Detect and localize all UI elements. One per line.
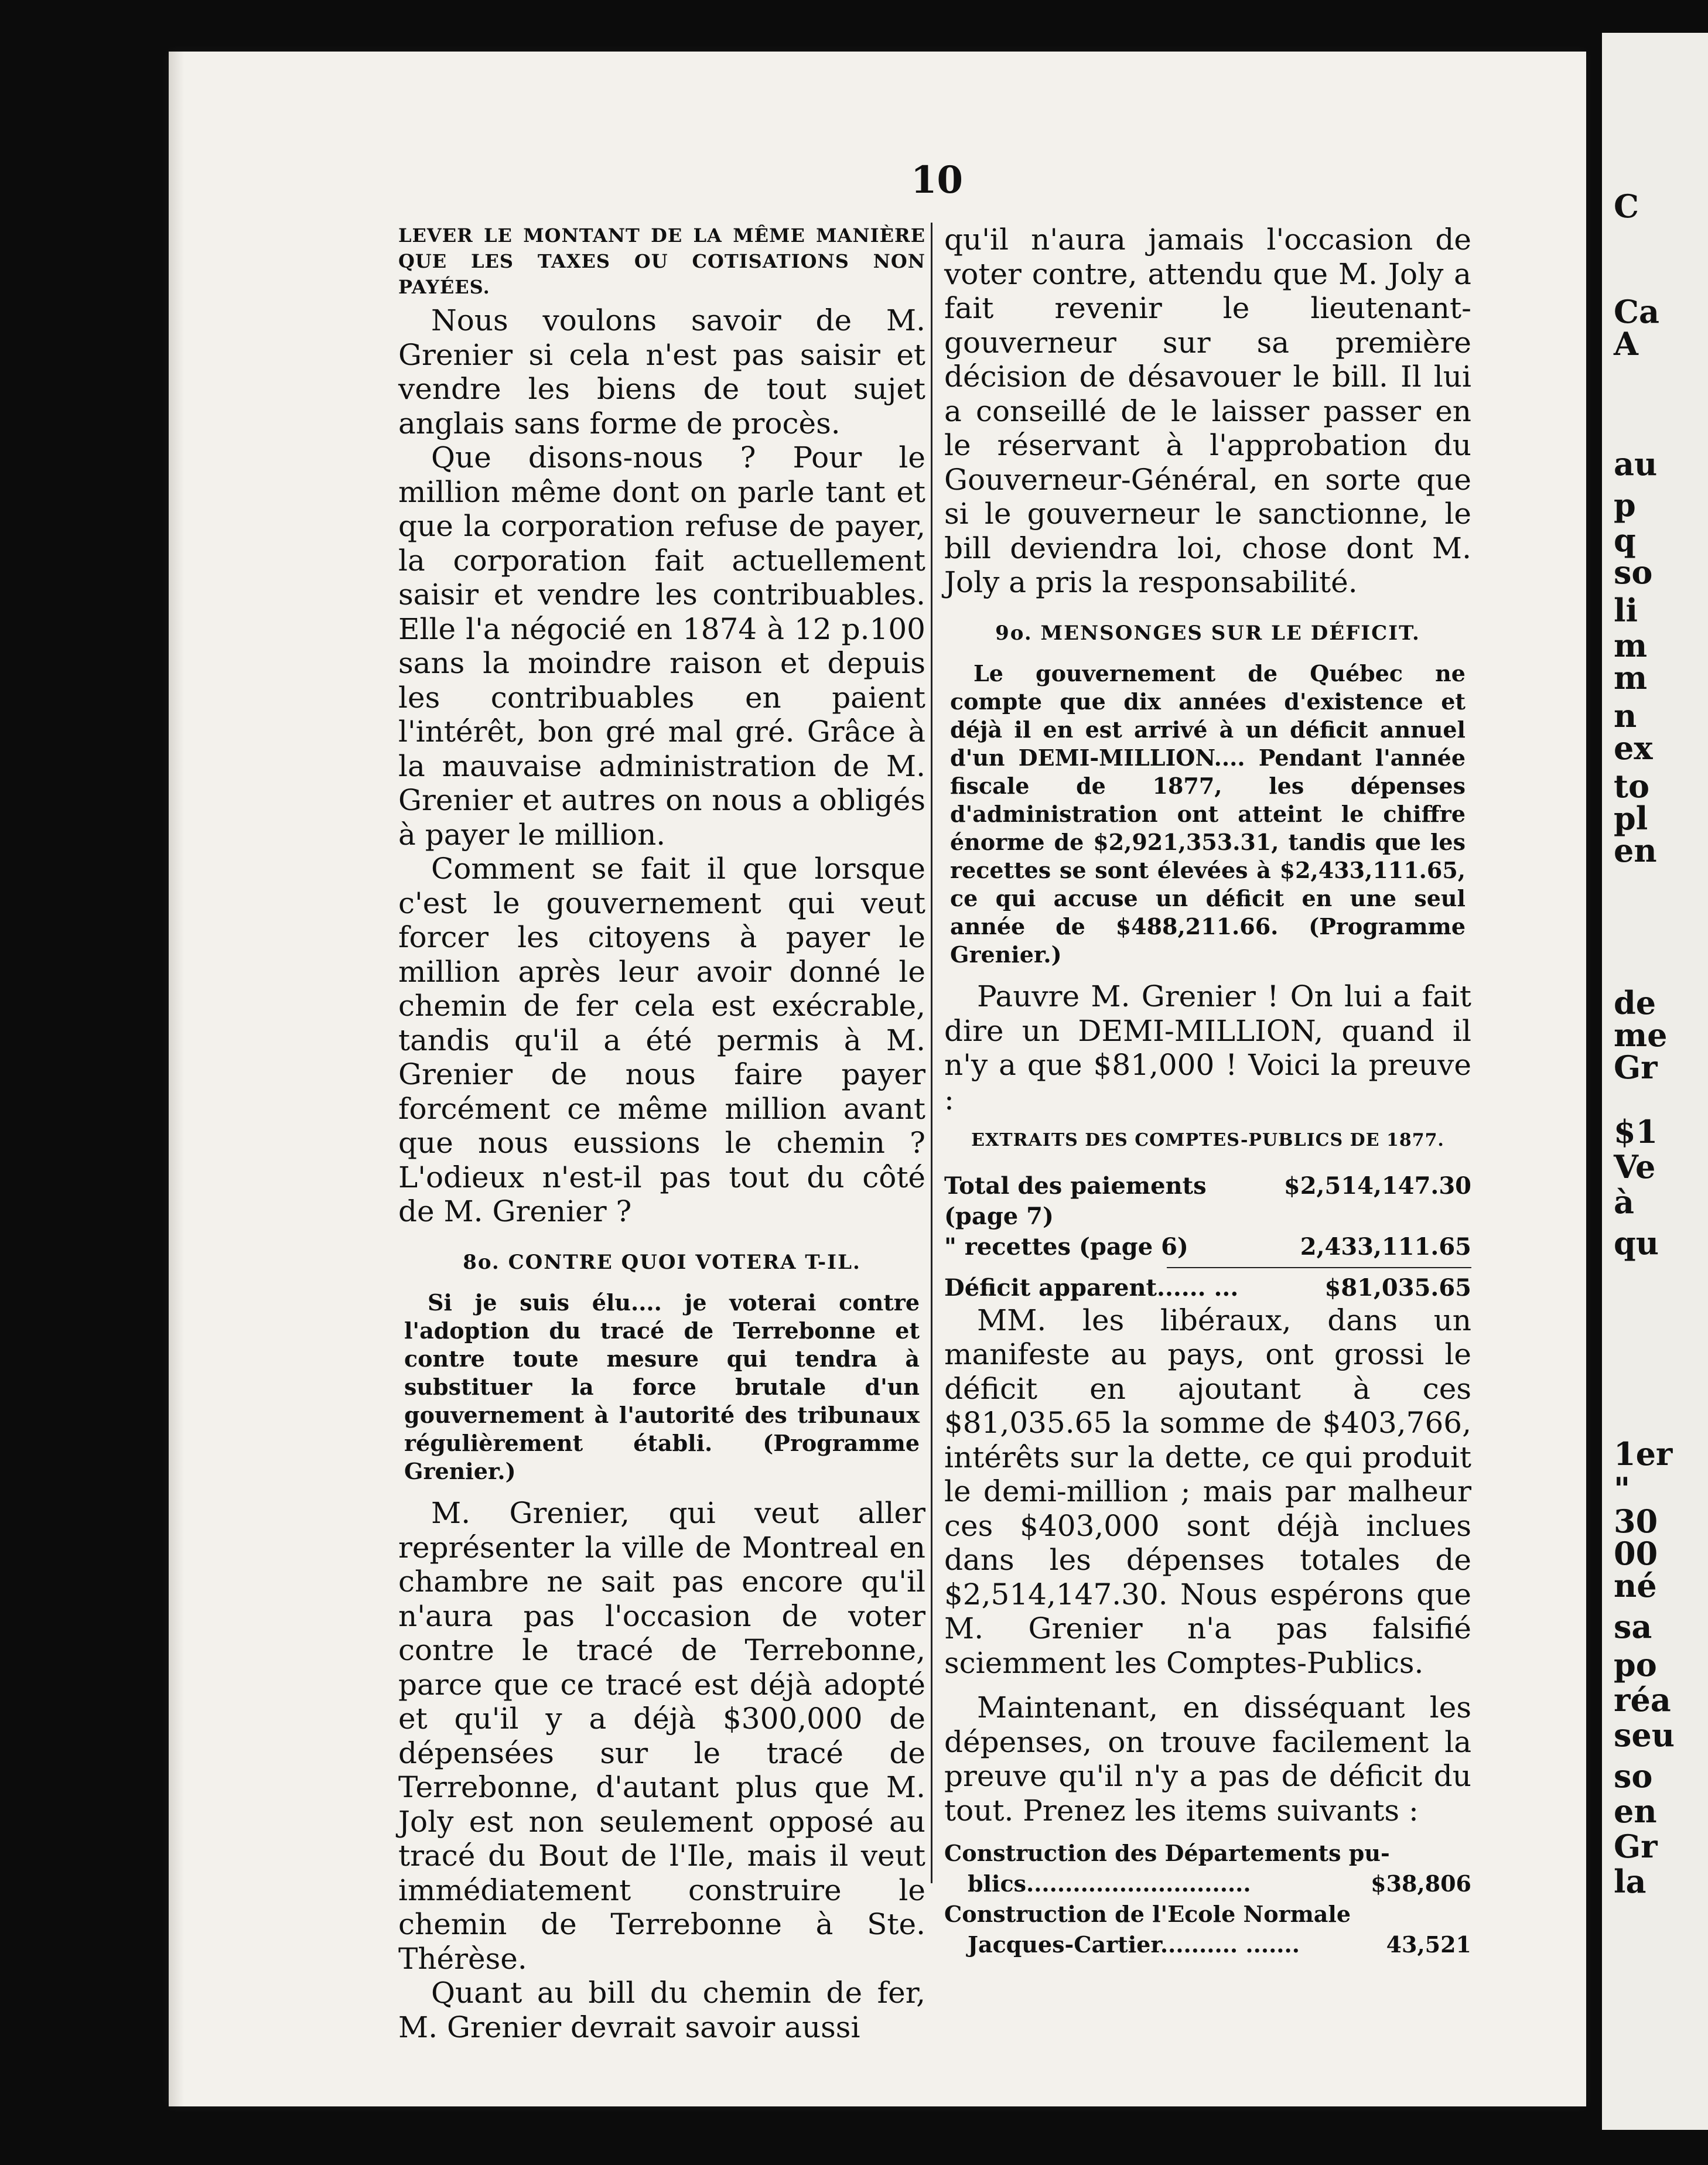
adjacent-page-fragment: $1 [1614, 1113, 1658, 1150]
adjacent-page-fragment: to [1614, 767, 1649, 805]
item-line: Construction de l'Ecole Normale [944, 1901, 1351, 1927]
adjacent-page-fragment: li [1614, 592, 1638, 629]
adjacent-page-fragment: 1er [1614, 1435, 1673, 1473]
paragraph: Nous voulons savoir de M. Grenier si cela n'est pas saisir et vendre les biens de tout sujet anglais sans forme de procès. [398, 303, 925, 440]
adjacent-page-fragment: po [1614, 1646, 1657, 1683]
page-number: 10 [911, 158, 964, 202]
accounts-row [944, 1232, 1471, 1262]
adjacent-page-fragment: réa [1614, 1681, 1671, 1719]
accounts-value: $2,514,147.30 [1283, 1172, 1471, 1200]
adjacent-page-fragment: n [1614, 697, 1637, 735]
adjacent-page-fragment: so [1614, 554, 1653, 591]
item-row [944, 1869, 1471, 1899]
quote: Le gouvernement de Québec ne compte que dix années d'existence et déjà il en est arrivé à un déficit annuel d'un DEMI-MILLION.... Pendant l'année fiscale de 1877, les dépenses d'administration ont atteint le chiffre énorme de $2,921,353.31, tandis que les recettes se sont élevées à $2,433,111.65, ce qui accuse un déficit en une seul année de $488,211.66. (Programme Grenier.) [950, 660, 1466, 968]
paragraph: Comment se fait il que lorsque c'est le gouvernement qui veut forcer les citoyens à payer le million après leur avoir donné le chemin de fer cela est exécrable, tandis qu'il a été permis à M. Grenier de nous faire payer forcément ce même million avant que nous eussions le chemin ? L'odieux n'est-il pas tout du côté de M. Grenier ? [398, 852, 925, 1228]
adjacent-page-fragment: qu [1614, 1224, 1659, 1262]
adjacent-page-fragment: m [1614, 627, 1648, 664]
adjacent-page-fragment: p [1614, 486, 1636, 524]
paragraph: M. Grenier, qui veut aller représenter la ville de Montreal en chambre ne sait pas encore qu'il n'aura pas l'occasion de voter contre le tracé de Terrebonne, parce que ce tracé est déjà adopté et qu'il y a déjà $300,000 de dépensées sur le tracé de Terrebonne, d'autant plus que M. Joly est non seulement opposé au tracé du Bout de l'Ile, mais il veut immédiatement construire le chemin de Terrebonne à Ste. Thérèse. [398, 1496, 925, 1976]
quote: Si je suis élu.... je voterai contre l'adoption du tracé de Terrebonne et contre toute mesure qui tendra à substituer la force brutale d'un gouvernement à l'autorité des tribunaux régulièrement établi. (Programme Grenier.) [404, 1289, 920, 1484]
adjacent-page-fragment: en [1614, 832, 1657, 869]
adjacent-page-fragment: C [1614, 187, 1639, 225]
adjacent-page-strip [1602, 33, 1708, 2130]
item-label: Jacques-Cartier.......... ....... [968, 1931, 1300, 1958]
accounts-value: 2,433,111.65 [1300, 1232, 1471, 1261]
left-column [398, 223, 925, 2044]
adjacent-page-fragment: sa [1614, 1608, 1652, 1645]
paragraph: Que disons-nous ? Pour le million même dont on parle tant et que la corporation refuse de payer, la corporation fait actuellement saisir et vendre les contribuables. Elle l'a négocié en 1874 à 12 p.100 sans la moindre raison et depuis les contribuables en paient l'intérêt, bon gré mal gré. Grâce à la mauvaise administration de M. Grenier et autres on nous a obligés à payer le million. [398, 440, 925, 852]
adjacent-page-fragment: ex [1614, 729, 1653, 767]
adjacent-page-fragment: 00 [1614, 1535, 1658, 1572]
adjacent-page-fragment: seu [1614, 1716, 1675, 1754]
adjacent-page-fragment: Ca [1614, 293, 1659, 330]
section-heading: 8o. CONTRE QUOI VOTERA T-IL. [463, 1250, 861, 1274]
adjacent-page-fragment: Gr [1614, 1049, 1658, 1086]
paragraph: qu'il n'aura jamais l'occasion de voter contre, attendu que M. Joly a fait revenir le lieutenant-gouverneur sur sa première décision de désavouer le bill. Il lui a conseillé de le laisser passer en le réservant à l'approbation du Gouverneur-Général, en sorte que si le gouverneur le sanctionne, le bill deviendra loi, chose dont M. Joly a pris la responsabilité. [944, 223, 1471, 599]
item-row [944, 1930, 1471, 1960]
paragraph: Quant au bill du chemin de fer, M. Grenier devrait savoir aussi [398, 1976, 925, 2044]
accounts-row [944, 1273, 1471, 1303]
paragraph: Maintenant, en disséquant les dépenses, on trouve facilement la preuve qu'il n'y a pas de déficit du tout. Prenez les items suivants : [944, 1691, 1471, 1828]
accounts-label: Total des paiements (page 7) [944, 1172, 1207, 1230]
item-value: $38,806 [1371, 1870, 1471, 1897]
sum-rule [1167, 1267, 1471, 1268]
right-column [944, 223, 1471, 1960]
adjacent-page-fragment: Gr [1614, 1828, 1658, 1865]
adjacent-page-fragment: 30 [1614, 1502, 1658, 1540]
accounts-row [944, 1171, 1471, 1232]
adjacent-page-fragment: A [1614, 325, 1638, 363]
accounts-label: Déficit apparent...... ... [944, 1273, 1239, 1302]
paragraph: MM. les libéraux, dans un manifeste au pays, ont grossi le déficit en ajoutant à ces $81,035.65 la somme de $403,766, intérêts sur la dette, ce qui produit le demi-million ; mais par malheur ces $403,000 sont déjà inclues dans les dépenses totales de $2,514,147.30. Nous espérons que M. Grenier n'a pas falsifié sciemment les Comptes-Publics. [944, 1303, 1471, 1680]
spacer [944, 1680, 1471, 1691]
item-value: 43,521 [1386, 1931, 1471, 1958]
adjacent-page-fragment: m [1614, 659, 1648, 696]
adjacent-page-fragment: à [1614, 1183, 1634, 1221]
adjacent-page-fragment: " [1614, 1470, 1631, 1508]
item-line: Construction des Départements pu- [944, 1840, 1390, 1866]
adjacent-page-fragment: de [1614, 984, 1656, 1022]
section-heading: 9o. MENSONGES SUR LE DÉFICIT. [995, 621, 1420, 645]
adjacent-page-fragment: en [1614, 1792, 1657, 1830]
column-divider [931, 223, 932, 1883]
adjacent-page-fragment: me [1614, 1016, 1668, 1054]
accounts-label: " recettes (page 6) [944, 1232, 1188, 1261]
spacer [944, 1828, 1471, 1838]
item-label: blics............................. [968, 1870, 1251, 1897]
adjacent-page-fragment: q [1614, 521, 1636, 559]
extraits-heading: EXTRAITS DES COMPTES-PUBLICS DE 1877. [971, 1130, 1444, 1150]
adjacent-page-fragment: la [1614, 1863, 1646, 1900]
accounts-value: $81,035.65 [1324, 1273, 1471, 1302]
section-heading-upper: LEVER LE MONTANT DE LA MÊME MANIÈRE QUE LES TAXES OU COTISATIONS NON PAYÉES. [398, 224, 925, 298]
adjacent-page-fragment: au [1614, 445, 1658, 483]
adjacent-page-fragment: so [1614, 1757, 1653, 1795]
adjacent-page-fragment: Ve [1614, 1148, 1656, 1186]
adjacent-page-fragment: né [1614, 1567, 1657, 1604]
adjacent-page-fragment: pl [1614, 800, 1648, 837]
paragraph: Pauvre M. Grenier ! On lui a fait dire un DEMI-MILLION, quand il n'y a que $81,000 ! Voici la preuve : [944, 979, 1471, 1116]
